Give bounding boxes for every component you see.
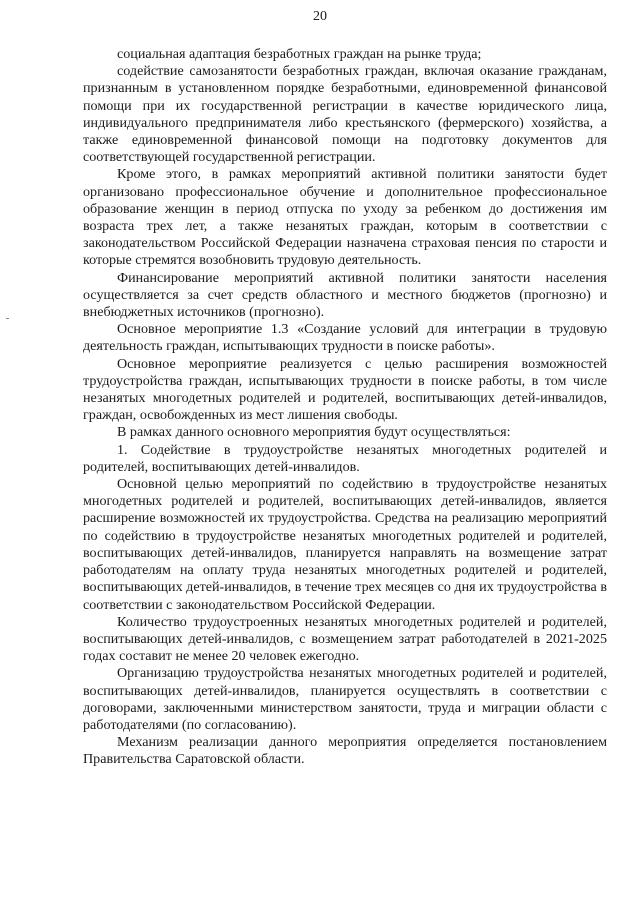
paragraph-mechanism: Механизм реализации данного мероприятия определяется постановлением Правительства Саратовской области. bbox=[83, 734, 607, 768]
margin-mark bbox=[6, 318, 9, 319]
paragraph-quantity: Количество трудоустроенных незанятых многодетных родителей и родителей, воспитывающих детей-инвалидов, с возмещением затрат работодателей в 2021-2025 годах составит не менее 20 человек ежегодно. bbox=[83, 613, 607, 665]
paragraph-main-goal: Основной целью мероприятий по содействию в трудоустройстве незанятых многодетных родителей и родителей, воспитывающих детей-инвалидов, является расширение возможностей их трудоустройства. Средства на реализацию мероприятий по содействию в трудоустройстве незанятых многодетных родителей и родителей, воспитывающих детей-инвалидов, планируется направлять на возмещение затрат работодателям на оплату труда незанятых многодетных родителей и родителей, воспитывающих детей-инвалидов, в течение трех месяцев со дня их трудоустройства в соответствии с законодательством Российской Федерации. bbox=[83, 476, 607, 613]
paragraph-professional-training: Кроме этого, в рамках мероприятий активной политики занятости будет организовано профессиональное обучение и дополнительное профессиональное образование женщин в период отпуска по уходу за ребенком до достижения им возраста трех лет, а также незанятых граждан, которым в соответствии с законодательством Российской Федерации назначена страховая пенсия по старости и которые стремятся возобновить трудовую деятельность. bbox=[83, 166, 607, 269]
paragraph-financing: Финансирование мероприятий активной политики занятости населения осуществляется за счет средств областного и местного бюджетов (прогнозно) и внебюджетных источников (прогнозно). bbox=[83, 269, 607, 321]
paragraph-main-activity-1-3: Основное мероприятие 1.3 «Создание условий для интеграции в трудовую деятельность граждан, испытывающих трудности в поиске работы». bbox=[83, 321, 607, 355]
page-number: 20 bbox=[313, 9, 327, 24]
paragraph-organization: Организацию трудоустройства незанятых многодетных родителей и родителей, воспитывающих детей-инвалидов, планируется осуществлять в соответствии с договорами, заключенными министерством занятости, труда и миграции области с работодателями (по согласованию). bbox=[83, 665, 607, 733]
document-body bbox=[83, 46, 607, 769]
paragraph-within-activity: В рамках данного основного мероприятия будут осуществляться: bbox=[117, 424, 511, 441]
paragraph-item-1: 1. Содействие в трудоустройстве незанятых многодетных родителей и родителей, воспитывающих детей-инвалидов. bbox=[83, 441, 607, 475]
paragraph-activity-purpose: Основное мероприятие реализуется с целью расширения возможностей трудоустройства граждан, испытывающих трудности в поиске работы, в том числе незанятых многодетных родителей и родителей, воспитывающих детей-инвалидов, граждан, освобожденных из мест лишения свободы. bbox=[83, 355, 607, 424]
paragraph-self-employment: содействие самозанятости безработных граждан, включая оказание гражданам, признанным в установленном порядке безработными, единовременной финансовой помощи при их государственной регистрации в качестве юридического лица, индивидуального предпринимателя либо крестьянского (фермерского) хозяйства, а также единовременной финансовой помощи на подготовку документов для соответствующей государственной регистрации. bbox=[83, 63, 607, 166]
paragraph-social-adaptation: социальная адаптация безработных граждан на рынке труда; bbox=[117, 46, 482, 62]
